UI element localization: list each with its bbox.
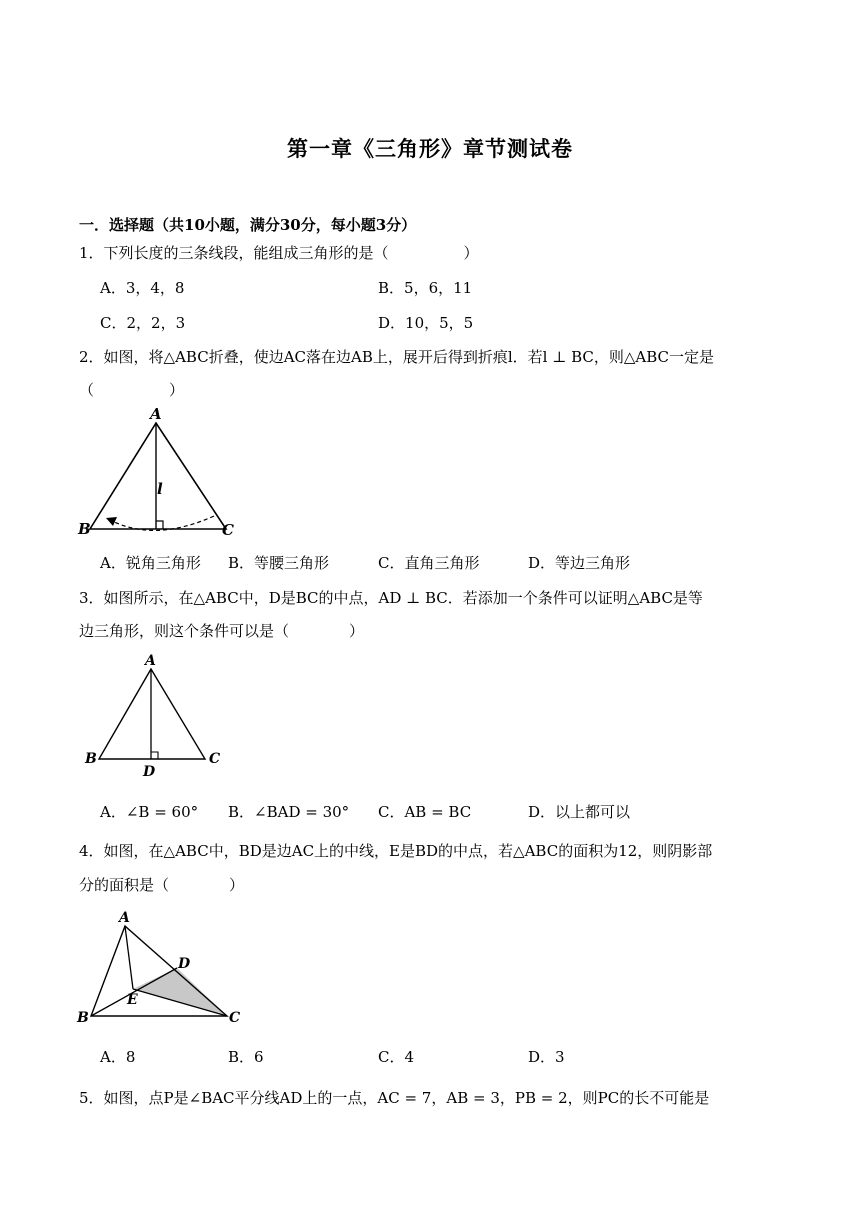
question-5-stem-line-1: 5．如图，点P是∠BAC平分线AD上的一点，AC = 7，AB = 3，PB = 2，则PC的长不可能是 [79,1089,710,1107]
question-3-stem-line-1: 3．如图所示，在△ABC中，D是BC的中点，AD ⊥ BC．若添加一个条件可以证明△ABC是等 [79,589,703,607]
question-2-option-a: A．锐角三角形 [100,554,201,572]
vertex-label-a: A [145,653,156,669]
triangle-abc [90,423,226,529]
vertex-label-a: A [119,910,130,926]
fold-arrow-head [106,517,117,526]
question-2-stem-line-1: 2．如图，将△ABC折叠，使边AC落在边AB上，展开后得到折痕l．若l ⊥ BC，则△ABC一定是 [79,348,715,366]
vertex-label-a: A [150,405,162,423]
vertex-label-b: B [78,520,91,538]
question-2-figure [74,402,244,542]
segment-ae [125,926,133,989]
line-label-l: l [157,480,163,498]
question-4-option-a: A．8 [100,1048,136,1066]
vertex-label-b: B [77,1010,89,1026]
question-1-option-b: B．5，6，11 [378,279,473,297]
question-1-option-a: A．3，4，8 [100,279,185,297]
question-1-option-c: C．2，2，3 [100,314,186,332]
point-label-d: D [178,956,191,972]
question-3-option-d: D．以上都可以 [528,803,631,821]
question-4-option-b: B．6 [228,1048,264,1066]
point-label-d: D [143,764,156,780]
vertex-label-c: C [209,751,221,767]
question-1-stem: 1．下列长度的三条线段，能组成三角形的是（ ） [79,244,479,262]
question-4-option-c: C．4 [378,1048,415,1066]
question-2-option-d: D．等边三角形 [528,554,631,572]
vertex-label-b: B [85,751,97,767]
vertex-label-c: C [229,1010,241,1026]
question-2-option-b: B．等腰三角形 [228,554,330,572]
vertex-label-c: C [222,521,234,539]
right-angle-mark [156,521,163,529]
question-2-option-c: C．直角三角形 [378,554,480,572]
question-3-option-a: A．∠B = 60° [100,803,199,821]
page-title: 第一章《三角形》章节测试卷 [287,136,573,161]
question-4-figure [72,906,252,1030]
question-4-option-d: D．3 [528,1048,565,1066]
right-angle-mark [151,752,158,759]
question-4-stem-line-1: 4．如图，在△ABC中，BD是边AC上的中线，E是BD的中点，若△ABC的面积为12，则阴影部 [79,842,713,860]
triangle-abc [99,669,205,759]
section-heading: 一．选择题（共10小题，满分30分，每小题3分） [79,216,417,234]
question-3-figure [80,650,230,782]
point-label-e: E [127,992,138,1008]
question-2-stem-line-2: （ ） [79,381,185,399]
question-1-option-d: D．10，5，5 [378,314,474,332]
question-3-stem-line-2: 边三角形，则这个条件可以是（ ） [79,622,365,640]
question-3-option-b: B．∠BAD = 30° [228,803,350,821]
question-4-stem-line-2: 分的面积是（ ） [79,876,245,894]
question-3-option-c: C．AB = BC [378,803,472,821]
